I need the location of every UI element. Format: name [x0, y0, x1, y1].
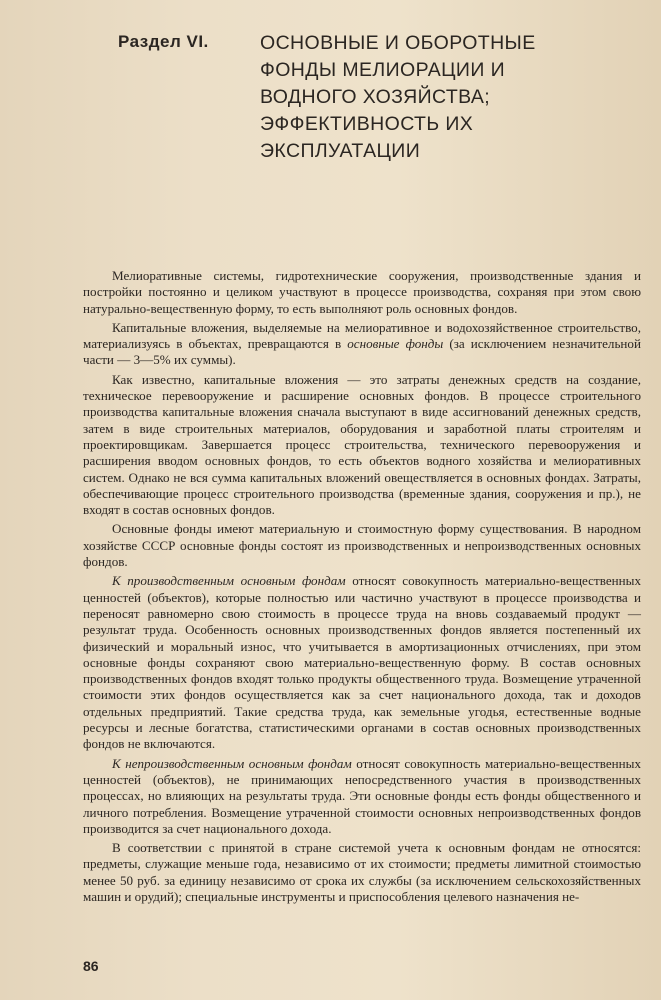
paragraph-5 [83, 573, 641, 752]
paragraph-5-text: относят совокупность материально-вещественных ценностей (объектов), которые полностью или частично участвуют в процессе производства и переносят равномерно свою стоимость в процессе труда на вновь создаваемый продукт — результат труда. Особенность основных производственных фондов является постепенный их физический и моральный износ, что учитывается в амортизационных отчислениях, при этом основные фонды сохраняют свою материально-вещественную форму. В состав основных производственных фондов входят только продукты общественного труда. Возмещение утраченной стоимости этих фондов осуществляется как за счет национального дохода, так и доходов отдельных предприятий. Такие средства труда, как земельные угодья, естественные водные ресурсы и лесные богатства, статистическими органами в состав основных производственных фондов не включаются. [83, 573, 641, 752]
paragraph-6-text: относят совокупность материально-вещественных ценностей (объектов), не принимающих непосредственного участия в производственных процессах, но влияющих на результаты труда. Эти основные фонды есть фонды общественного и личного потребления. Возмещение утраченной стоимости основных непроизводственных фондов производится за счет национального дохода. [83, 755, 641, 836]
paragraph-3: Как известно, капитальные вложения — это затраты денежных средств на создание, техническое перевооружение и расширение основных фондов. В процессе строительного производства капитальные вложения сначала выступают в виде ассигнований денежных средств, затем в виде строительных материалов, оборудования и заработной платы строителям и проектировщикам. Завершается процесс строительства, технического перевооружения и расширения вводом основных фондов, то есть объектов водного хозяйства и мелиоративных систем. Однако не вся сумма капитальных вложений овеществляется в основных фондах. Затраты, обеспечивающие процесс строительного производства (временные здания, сооружения и пр.), не входят в состав основных фондов. [83, 371, 641, 518]
section-title: ОСНОВНЫЕ И ОБОРОТНЫЕ ФОНДЫ МЕЛИОРАЦИИ И ВОДНОГО ХОЗЯЙСТВА; ЭФФЕКТИВНОСТЬ ИХ ЭКСПЛУАТАЦИИ [260, 32, 536, 162]
term-fixed-assets: основные фонды [347, 336, 444, 352]
section-header [118, 30, 638, 160]
term-nonproduction-fixed-assets: К непроизводственным основным фондам [112, 755, 352, 771]
body-text [83, 268, 641, 908]
paragraph-6 [83, 756, 641, 837]
term-production-fixed-assets: К производственным основным фондам [112, 573, 346, 589]
page-number: 86 [83, 958, 99, 974]
paragraph-1: Мелиоративные системы, гидротехнические сооружения, производственные здания и постройки постоянно и целиком участвуют в процессе производства, сохраняя при этом свою натурально-вещественную форму, то есть выполняют роль основных фондов. [83, 268, 641, 316]
paragraph-2-part-1: Капитальные вложения, выделяемые на мелиоративное и водохозяйственное строительство, материализуясь в объектах, превращаются в [83, 319, 641, 352]
paragraph-2 [83, 320, 641, 369]
paragraph-4: Основные фонды имеют материальную и стоимостную форму существования. В народном хозяйстве СССР основные фонды состоят из производственных и непроизводственных основных фондов. [83, 521, 641, 570]
paragraph-2-part-2: (за исключением незначительной части — 3—5% их суммы). [83, 336, 641, 368]
paragraph-7: В соответствии с принятой в стране системой учета к основным фондам не относятся: предметы, служащие меньше года, независимо от их стоимости; предметы лимитной стоимостью менее 50 руб. за единицу независимо от срока их службы (за исключением сельскохозяйственных машин и орудий); специальные инструменты и приспособления целевого назначения не- [83, 840, 641, 904]
section-label: Раздел VI. [118, 32, 209, 51]
